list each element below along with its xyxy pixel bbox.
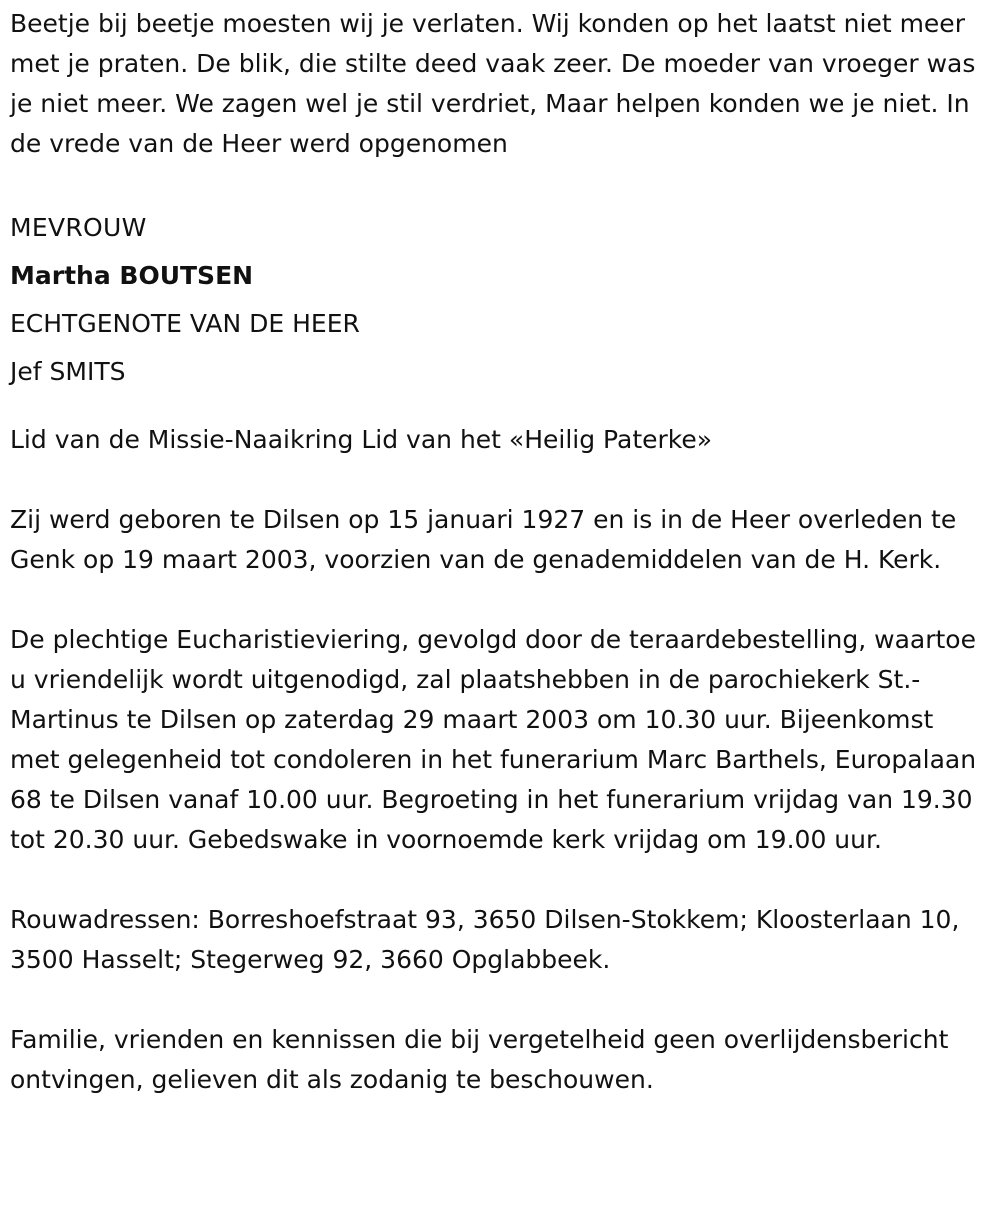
birth-death-paragraph: Zij werd geboren te Dilsen op 15 januari 1927 en is in de Heer overleden te Genk op 19 maart 2003, voorzien van de genademiddelen van de H. Kerk. — [10, 505, 957, 574]
intro-paragraph: Beetje bij beetje moesten wij je verlaten. Wij konden op het laatst niet meer met je praten. De blik, die stilte deed vaak zeer. De moeder van vroeger was je niet meer. We zagen wel je stil verdriet, Maar helpen konden we je niet. In de vrede van de Heer werd opgenomen — [10, 9, 976, 158]
memberships-paragraph: Lid van de Missie-Naaikring Lid van het «Heilig Paterke» — [10, 425, 713, 454]
section-spacer — [10, 396, 990, 420]
deceased-name: Martha BOUTSEN — [10, 261, 254, 290]
closing-paragraph: Familie, vrienden en kennissen die bij vergetelheid geen overlijdensbericht ontvingen, gelieven dit als zodanig te beschouwen. — [10, 1025, 949, 1094]
addresses-paragraph: Rouwadressen: Borreshoefstraat 93, 3650 Dilsen-Stokkem; Kloosterlaan 10, 3500 Hasselt; Stegerweg 92, 3660 Opglabbeek. — [10, 905, 960, 974]
ceremony-paragraph: De plechtige Eucharistieviering, gevolgd door de teraardebestelling, waartoe u vriendelijk wordt uitgenodigd, zal plaatshebben in de parochiekerk St.-Martinus te Dilsen op zaterdag 29 maart 2003 om 10.30 uur. Bijeenkomst met gelegenheid tot condoleren in het funerarium Marc Barthels, Europalaan 68 te Dilsen vanaf 10.00 uur. Begroeting in het funerarium vrijdag van 19.30 tot 20.30 uur. Gebedswake in voornoemde kerk vrijdag om 19.00 uur. — [10, 625, 977, 854]
relation-line: ECHTGENOTE VAN DE HEER — [10, 309, 360, 338]
honorific-title: MEVROUW — [10, 213, 147, 242]
spouse-name: Jef SMITS — [10, 357, 126, 386]
